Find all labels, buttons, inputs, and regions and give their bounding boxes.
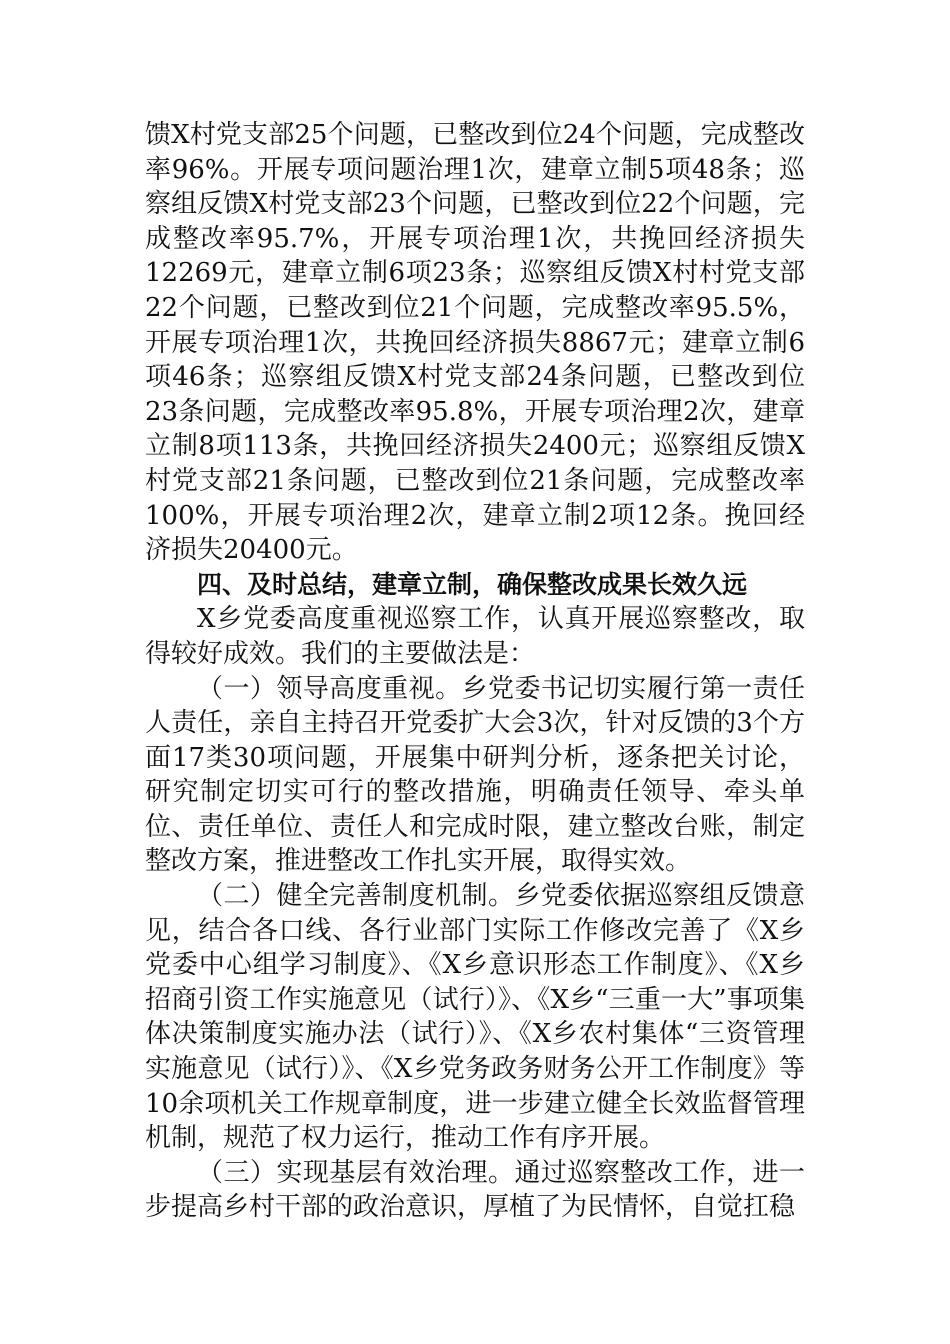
paragraph-item-1 — [145, 672, 805, 880]
item-3-lead: （三）实现基层有效治理。 — [197, 1157, 515, 1188]
item-2-lead: （二）健全完善制度机制。 — [197, 881, 515, 912]
section-heading-4: 四、及时总结，建章立制，确保整改成果长效久远 — [197, 569, 748, 599]
item-1-body: 乡党委书记切实履行第一责任人责任，亲自主持召开党委扩大会3次，针对反馈的3个方面17类30项问题，开展集中研判分析，逐条把关讨论，研究制定切实可行的整改措施，明确责任领导、牵头单位、责任单位、责任人和完成时限，建立整改台账，制定整改方案，推进整改工作扎实开展，取得实效。 — [145, 673, 805, 877]
item-1-lead: （一）领导高度重视。 — [197, 673, 462, 704]
paragraph-item-3 — [145, 1156, 805, 1225]
document-body — [145, 118, 805, 1225]
item-3-body: 通过巡察整改工作，进一步提高乡村干部的政治意识，厚植了为民情怀，自觉扛稳 — [145, 1157, 805, 1223]
paragraph-item-2 — [145, 879, 805, 1156]
paragraph-intro: X乡党委高度重视巡察工作，认真开展巡察整改，取得较好成效。我们的主要做法是： — [145, 604, 805, 669]
paragraph-inspection-results: 馈X村党支部25个问题，已整改到位24个问题，完成整改率96%。开展专项问题治理1次，建章立制5项48条；巡察组反馈X村党支部23个问题，已整改到位22个问题，完成整改率95.7%，开展专项治理1次，共挽回经济损失12269元，建章立制6项23条；巡察组反馈X村村党支部22个问题，已整改到位21个问题，完成整改率95.5%，开展专项治理1次，共挽回经济损失8867元；建章立制6项46条；巡察组反馈X村党支部24条问题，已整改到位23条问题，完成整改率95.8%，开展专项治理2次，建章立制8项113条，共挽回经济损失2400元；巡察组反馈X村党支部21条问题，已整改到位21条问题，完成整改率100%，开展专项治理2次，建章立制2项12条。挽回经济损失20400元。 — [145, 120, 805, 566]
item-2-body: 乡党委依据巡察组反馈意见，结合各口线、各行业部门实际工作修改完善了《X乡党委中心组学习制度》、《X乡意识形态工作制度》、《X乡招商引资工作实施意见（试行）》、《X乡“三重一大”事项集体决策制度实施办法（试行）》、《X乡农村集体“三资管理实施意见（试行）》、《X乡党务政务财务公开工作制度》等10余项机关工作规章制度，进一步建立健全长效监督管理机制，规范了权力运行，推动工作有序开展。 — [145, 881, 805, 1154]
